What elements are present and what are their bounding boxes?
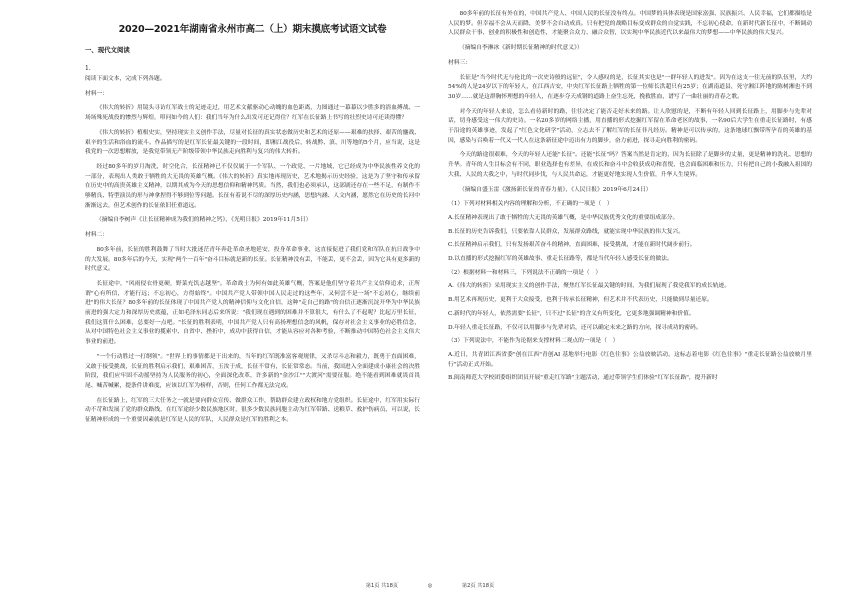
material-1-label: 材料一：	[85, 90, 108, 97]
option-b: B.长征的历史告诉我们，只要依靠人民群众，发展群众路线，就能实现中华民族的伟大复兴。	[448, 228, 685, 235]
paragraph: "一个行动胜过一打纲领"。"世界上的事情都是干出来的，当年的红军既准富客观规律，又杀尽斗志和毅力，既勇于直面困难，又敢于接受挑战，长征的胜利启示我们，艰难困苦，玉汝于成，长征不常有，长征常常态。当前，我国进入全面建成小康社会的决胜阶段，我们应牢固不动摇坚持为人民服务的初心，全面深化改革，许多新的"金沙江""大渡河"需要征服。绝不能看到困难就畏首畏尾、喊苦喊累，提条件讲难度，应该以红军为榜样，否则，任何工作都无法完成。	[85, 353, 420, 389]
material-3-label: 材料三：	[448, 59, 471, 66]
paragraph: 长征途中，"风雨侵衣骨更硬，野菜充饥志越坚"。革命战士为何有如此英雄气概，答案是他们坚守着共产主义信仰追求，正所谓"心有所信，才能行远；不忘初心，方得始终"。中国共产党人带领中国人民走过的这些年，又何尝不是一场"不忘初心，继续前进"的伟大长征？80多年前的长征体现了中国共产党人的精神信仰与文化自信，这种"走自己的路"的自信正逐渐沉淀开华为中华民族前进的强大定力和深厚历史底蕴，正如毛泽东同志后来所说："我们现在遇到的困难并不算很大，有什么了不起呢？比起万里长征，我们这算什么困难，总要好一点吧。"长征的胜利表明，中国共产党人只有高扬理想信念的风帆，保存对社会主义事业的必胜信念，从对中国特色社会主义事业的揽索中、自省中、挫折中，成功中获得自信，才能从容应对各种考验，不断推动中国特色社会主义伟大事业的前进。	[85, 280, 420, 346]
document-title: 2020—2021年湖南省永州市高二（上）期末摸底考试语文试卷	[118, 24, 387, 35]
page-number-left: 第1页 共18页	[365, 583, 399, 589]
question-1: （1）下列对材料相关内容的理解和分析，不正确的一项是（ ）	[448, 201, 613, 208]
source-citation: （摘编自盛玉雷《激扬新长征的青春力量》，《人民日报》2019年6月24日）	[459, 186, 652, 193]
paragraph: 经过80多年的岁月淘洗，时空化合，长征精神已不仅仅属于一个军队、一个政党、一片地域，它已经成为中华民族性养文化的一部分，表现出人类敢于牺牲的大无畏的英雄气概。《伟大的转折》真实地再现历史，艺术地揭示历史经验，这是为了坚守和传承留在历史中的高贵英雄主义精神，以期其成为今天的思想信仰和精神钙质。当然，我们也必须承认，这部剧还存在一些不足，有制作不够精良、特型演员的形与神拿捏得不够到位等问题。长征有着说不尽的深厚历史内涵，思想内涵、人文内涵，愿然它在历史的长河中渐渐远去，但艺术创作的长征依旧任重道远。	[85, 163, 420, 209]
option-b: B.闽南师范大学校团委组织团员开展"重走红军路"主题活动，通过带领学生们体验"红军长征路"，提升新时	[448, 375, 718, 382]
question-number: 1.	[85, 65, 91, 72]
paragraph: 在长征路上，红军的三大任务之一就是要向群众宣传、做群众工作，帮助群众建立政权和地方党组织。长征途中，红军用实际行动不苛和发展了党的群众路线，在红军途经少数民族地区时，很多少数民族同胞主动为红军带路、送粮草、救护伤病员、可以说，长征精神形成的一个重要因素就是红军是人民的军队，人民群众是红军的胜利之本。	[85, 397, 420, 424]
paragraph: 80多年前的长征有外在的，中国共产党人、中国人民的长征没有终点。中国梦的具体表现是国家富强、民族振兴、人民幸福，它们都描绘是人民的梦。但幸福不会从天而降，美梦不会自动成真。只有把党的战略目标变成群众的自觉实践，不忘初心使命，在新时代新长征中，不断调动人民群众干事、创业的积极性和创造性，才能聚合众力、融合众智，以实现中华民族近代以来最伟大的梦想——中华民族的伟大复兴。	[448, 11, 812, 37]
paragraph: 《伟大的转折》植根史实，坚持现实主义创作手法，尽量对长征的真实状态做历史和艺术的还原——艰难的扶择、艰苦的鏖战、艰辛的生活和浴血的流斗。作品描写的是红军长征最关键的一段时间，即湘江战役后，转战黔、滇、川等地的5个月，应当说，这是我党的一次思想解放，是我党带领无产阶级带领中华民族走向胜利与复兴的伟大转折。	[85, 129, 420, 156]
paragraph: 长征是"当今时代无与伦比的一次史诗般的远征"，令人感叹的是，长征其实也是"一群年轻人的进发"。因为在这支一往无前的队伍里，大约54%的人是24岁以下的年轻人，在江西吉安，中央红军长征路上牺牲的第一位师长洪超只有25岁；在湖南道县，死守湘江阵地的陈树湘也不到30岁……就是这群胸怀理想的年轻人，在逐步夺天成钢的道路上奋生忘死，挽救胜血，谱写了一曲壮丽的青春之歌。	[448, 74, 812, 100]
paragraph: 今天的路途很艰难，今天的年轻人还能"长征"。还能"长征"吗？答案当然是肯定的，因为长征除了是脚步的丈量，更是精神的洗礼、思想的升华。青年的人生目标会有不同，职业选择也有差异，在成长和奋斗中会收获成功和喜悦，也会面临困难和压力，只有把自己的小我融入祖国的大我、人民的大我之中，与时代同步伐，与人民共命运，才能更好地实现人生价值，升华人生境界。	[448, 152, 812, 178]
question-3: （3）下列说法中，不能作为论据来支撑材料二观点的一项是（ ）	[448, 338, 619, 345]
separator-icon: ◎	[427, 583, 433, 589]
page-number-right: 第2页 共18页	[461, 583, 495, 589]
option-a: A.长征精神表现出了敢于牺牲的大无畏的英雄气概，是中华民族优秀文化的重要组成部分。	[448, 214, 679, 221]
option-d: D.年轻人重走长征路，不仅可以用脚步与先辈对话，还可以确定未来之路的方向，探寻成功的密码。	[448, 324, 702, 331]
option-d: D.以直播的形式挖掘红军的英雄故事、重走长征路等，都是当代年轻人感受长征的做法。	[448, 256, 673, 263]
paragraph: 对今天的年轻人来说，怎么看待新时的路，往往决定了能否走好未来的路。让人欣慰的是，不断有年轻人回到长征路上，用脚步与先辈对话，切身感受这一伟大的史诗。一名20多岁的网络主播，用直播的形式挖掘红军留在革命老区的故事，一名90后大学生在重走长征路时，有感于沿途的英雄事迹，发起了"红色文化研学"活动，立志去不了解红军的长征非凡经历。精神是可以传承的，这条地球红飘带所孕育的英雄的基因，感染与召唤着一代又一代人在这条新征途中迈出有力的脚步，奋力前进，探寻走向胜利的密码。	[448, 108, 812, 144]
material-2-label: 材料二：	[85, 232, 108, 239]
source-citation: （摘编自李淋冰《新时期长征精神的时代意义》）	[459, 45, 583, 52]
option-c: C.长征精神启示我们，只有发扬艰苦奋斗的精神，直面困难，接受挑战，才能在新时代阔步前行。	[448, 242, 696, 249]
option-b: B.用艺术再现历史，更利于大众接受，也利于传承长征精神，但艺术并不代表历史，只能做到尽量还原。	[448, 297, 713, 304]
paragraph: 80多年前，长征的胜利鼓舞了当时大批迷茫青年奔赴革命圣地延安，投身革命事业，这直接促进了我们党和军队在抗日战争中的大发展。80多年后的今天，实现"两个一百年"奋斗目标就是新的长征。长征精神没有丢，不能丢，更不会丢，因为它具有更多新的时代意义。	[85, 246, 420, 273]
page-footer	[0, 582, 860, 589]
option-a: A.《伟大的转折》采用现实主义的创作手法，聚焦红军长征最关键的时间，为我们展现了我党我军的成长轨迹。	[448, 283, 730, 290]
right-page	[427, 0, 860, 608]
source-citation: （摘编自李树声《让长征精神成为我们的精神之钙》，《光明日报》2019年11月5日）	[96, 217, 312, 224]
section-heading: 一、现代文阅读	[85, 46, 130, 54]
question-2: （2）根据材料一和材料三，下列说法不正确的一项是（ ）	[448, 269, 602, 276]
instruction: 阅读下面文本，完成下列各题。	[85, 76, 166, 82]
option-c: C.新时代的年轻人，依然需要"长征"，只不过"长征"的含义有所变化，它更多地强调精神和价值。	[448, 310, 695, 317]
option-a: A.近日，共青团江西省委"创在江西"青创AI 基地举行电影《红色往事》公益放映活动，这标志着电影《红色往事》"重走长征路公益放映月里行"活动正式开始。	[448, 351, 812, 368]
paragraph: 《伟大的转折》用镜头寻访红军战士的足迹走过，用艺术文献驱动心动魄的血色距离，力图通过一幕幕以少胜多的浴血搏战、一场场殊死战役的惨烈与辉煌，叩问如今的人们：我们当年为什么出发可还记得住？红军在长征路上书写的壮烈史诗可还读得懂？	[85, 105, 420, 122]
